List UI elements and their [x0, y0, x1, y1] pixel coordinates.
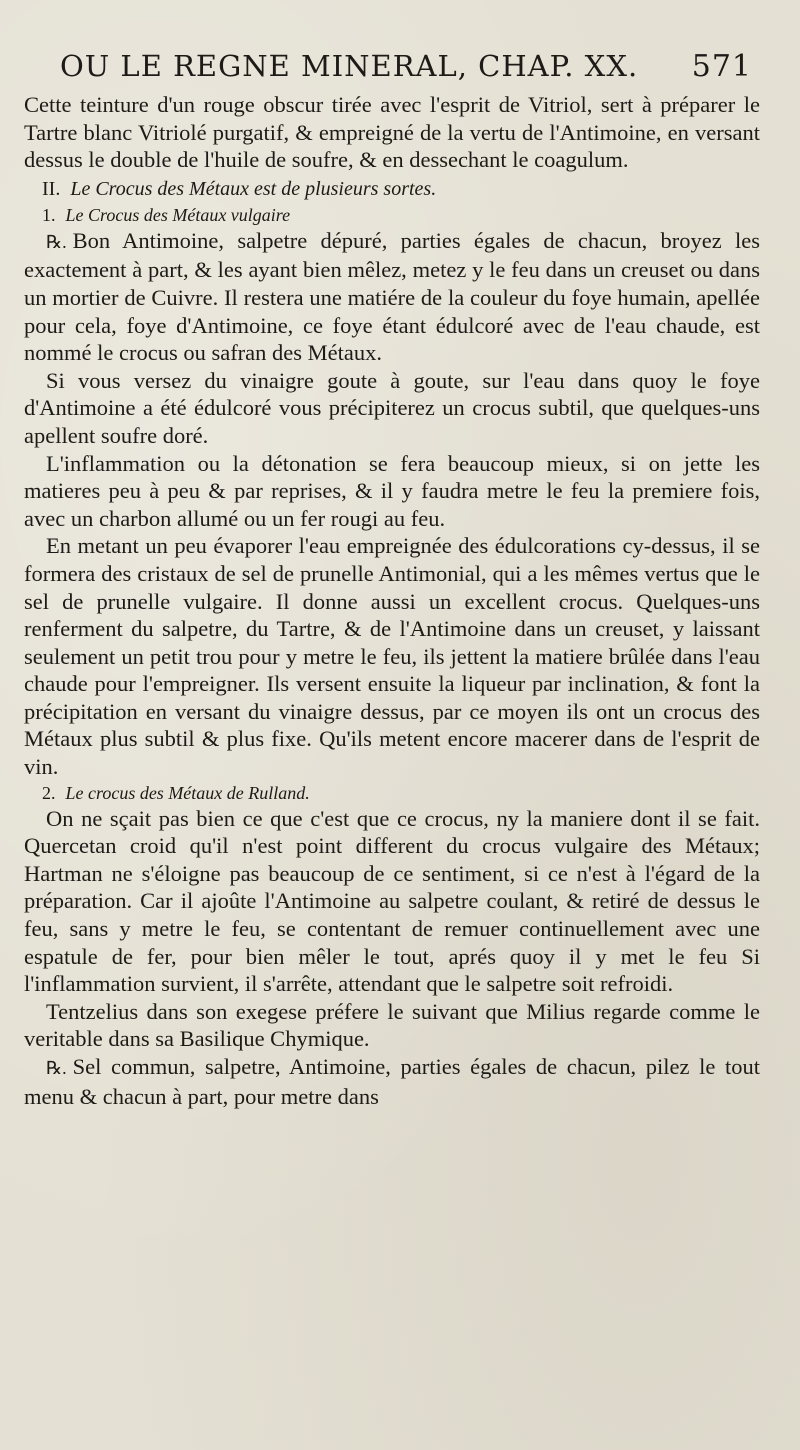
paragraph-tentzelius: Tentzelius dans son exegese préfere le suivant que Milius regarde comme le veritable dans sa Basilique Chymique.	[24, 998, 760, 1052]
subheading-number: 2.	[42, 782, 56, 803]
running-head	[60, 46, 760, 87]
section-title: Le Crocus des Métaux est de plusieurs sortes.	[70, 177, 437, 200]
paragraph-evaporation: En metant un peu évaporer l'eau empreignée des édulcorations cy-dessus, il se formera des cristaux de sel de prunelle Antimonial, qui a les mêmes vertus que le sel de prunelle vulgaire. Il donne aussi un excellent crocus. Quelques-uns renferment du salpetre, du Tartre, & de l'Antimoine dans un creuset, y laissant seulement un petit trou pour y metre le feu, ils jettent la matiere brûlée dans l'eau chaude pour l'empreigner. Ils versent ensuite la liqueur par inclination, & font la précipitation en versant du vinaigre dessus, par ce moyen ils ont un crocus des Métaux plus subtil & plus fixe. Qu'ils metent encore macerer dans de l'esprit de vin.	[24, 533, 760, 780]
paragraph-recipe-sel	[24, 1053, 760, 1110]
page-body	[24, 91, 760, 1110]
recipe-text: Bon Antimoine, salpetre dépuré, parties égales de chacun, broyez les exactement à part, & les ayant bien mêlez, metez y le feu dans un creuset ou dans un mortier de Cuivre. Il restera une matiére de la couleur du foye humain, apellée pour cela, foye d'Antimoine, ce foye étant édulcoré avec de l'eau chaude, est nommé le crocus ou safran des Métaux.	[24, 227, 760, 366]
paragraph-inflammation: L'inflammation ou la détonation se fera beaucoup mieux, si on jette les matieres peu à peu & par reprises, & il y faudra metre le feu la premiere fois, avec un charbon allumé ou un fer rougi au feu.	[24, 450, 760, 531]
subheading-vulgar-crocus	[42, 203, 760, 227]
subheading-rulland-crocus	[42, 781, 760, 805]
subheading-title: Le Crocus des Métaux vulgaire	[65, 204, 291, 225]
running-head-title: OU LE REGNE MINERAL, CHAP. XX.	[60, 49, 639, 83]
paragraph-recipe-vulgar	[24, 227, 760, 367]
recipe-text: Sel commun, salpetre, Antimoine, parties égales de chacun, pilez le tout menu & chacun à part, pour metre dans	[24, 1054, 760, 1109]
section-heading-ii	[42, 176, 760, 203]
subheading-title: Le crocus des Métaux de Rulland.	[65, 782, 310, 803]
paragraph-tincture: Cette teinture d'un rouge obscur tirée avec l'esprit de Vitriol, sert à préparer le Tartre blanc Vitriolé purgatif, & empreigné de la vertu de l'Antimoine, en versant dessus le double de l'huile de soufre, & en dessechant le coagulum.	[24, 92, 760, 173]
section-number: II.	[42, 177, 61, 200]
page-number: 571	[691, 49, 752, 84]
recipe-symbol: ℞.	[46, 231, 67, 252]
paragraph-rulland: On ne sçait pas bien ce que c'est que ce crocus, ny la maniere dont il se fait. Quercetan croid qu'il n'est point different du crocus vulgaire des Métaux; Hartman ne s'éloigne pas beaucoup de ce sentiment, si ce n'est à l'égard de la préparation. Car il ajoûte l'Antimoine au salpetre coulant, & retiré de dessus le feu, sans y metre le feu, se contentant de remuer continuellement avec une espatule de fer, pour bien mêler le tout, aprés quoy il y met le feu Si l'inflammation survient, il s'arrête, attendant que le salpetre soit refroidi.	[24, 805, 760, 997]
subheading-number: 1.	[42, 204, 56, 225]
recipe-symbol: ℞.	[46, 1058, 67, 1078]
paragraph-vinegar: Si vous versez du vinaigre goute à goute, sur l'eau dans quoy le foye d'Antimoine a été édulcoré vous précipiterez un crocus subtil, que quelques-uns apellent soufre doré.	[24, 367, 760, 448]
